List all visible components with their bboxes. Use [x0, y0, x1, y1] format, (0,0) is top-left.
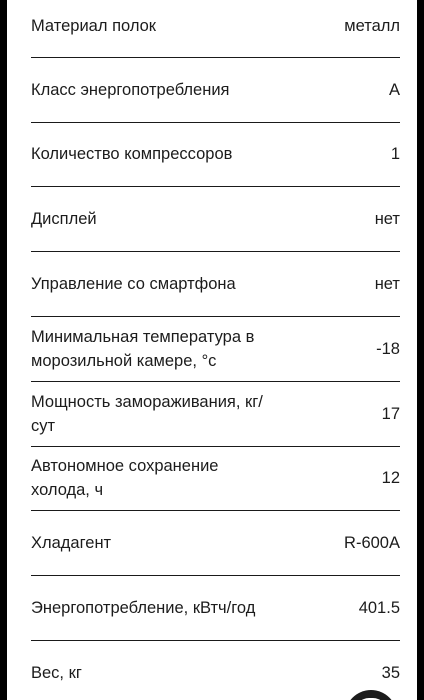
- spec-label: Мощность замораживания, кг/сут: [31, 392, 263, 435]
- spec-value: 12: [381, 469, 400, 488]
- spec-value: 401.5: [358, 599, 400, 618]
- spec-label: Управление со смартфона: [31, 275, 236, 294]
- spec-label: Автономное сохранение холода, ч: [31, 457, 219, 500]
- spec-label: Класс энергопотребления: [31, 80, 230, 99]
- spec-value: -18: [376, 339, 400, 358]
- spec-value: 1: [390, 145, 400, 164]
- spec-label: Минимальная температура в морозильной камере, °с: [31, 327, 255, 370]
- spec-sheet: [7, 0, 417, 700]
- spec-row-weight: [31, 641, 400, 700]
- spec-row-shelf-material: [31, 0, 400, 58]
- spec-row-compressors: [31, 123, 400, 188]
- spec-value: металл: [344, 17, 400, 35]
- spec-list: [31, 0, 400, 700]
- spec-row-display: [31, 187, 400, 252]
- spec-row-energy-class: [31, 58, 400, 123]
- spec-row-smartphone-control: [31, 252, 400, 317]
- spec-value: A: [388, 80, 400, 99]
- spec-label: Дисплей: [31, 210, 97, 229]
- spec-label: Хладагент: [31, 534, 112, 553]
- spec-value: нет: [374, 210, 400, 229]
- spec-value: нет: [374, 275, 400, 294]
- spec-row-freezing-power: [31, 382, 400, 447]
- spec-row-min-temperature: [31, 317, 400, 382]
- spec-label: Материал полок: [31, 17, 157, 35]
- spec-label: Энергопотребление, кВтч/год: [31, 599, 256, 618]
- spec-label: Вес, кг: [31, 664, 82, 683]
- spec-row-refrigerant: [31, 511, 400, 576]
- spec-value: R-600A: [344, 534, 400, 553]
- spec-row-cold-retention: [31, 447, 400, 512]
- spec-value: 35: [381, 664, 400, 683]
- spec-value: 17: [381, 404, 400, 423]
- spec-row-energy-consumption: [31, 576, 400, 641]
- spec-label: Количество компрессоров: [31, 145, 233, 164]
